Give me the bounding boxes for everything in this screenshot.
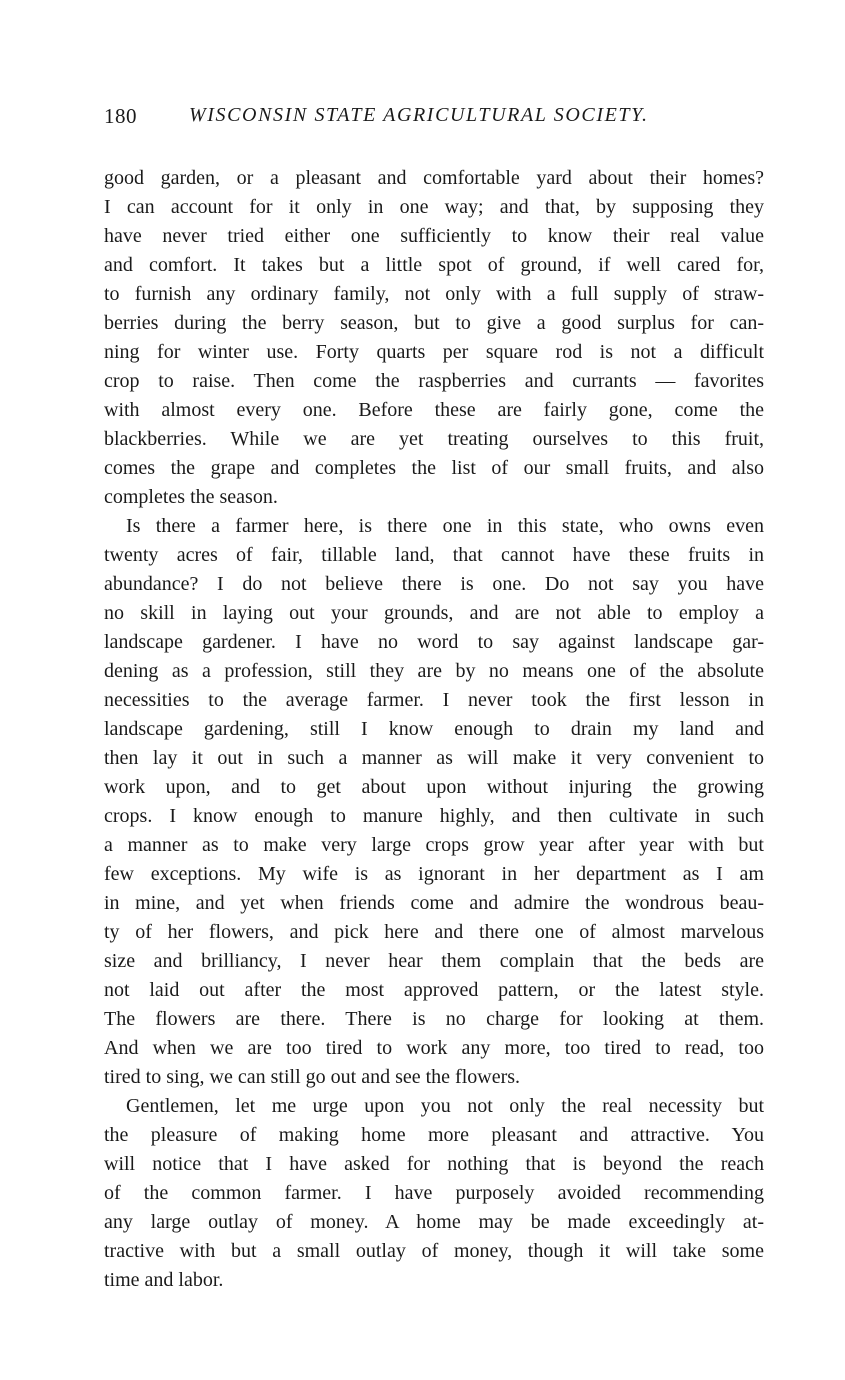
text-line: berries during the berry season, but to give a good surplus for can- xyxy=(104,312,764,334)
text-line: will notice that I have asked for nothing that is beyond the reach xyxy=(104,1153,764,1175)
page-number: 180 xyxy=(104,104,137,128)
text-line: I can account for it only in one way; and that, by supposing they xyxy=(104,196,764,218)
running-head xyxy=(104,104,764,134)
text-line: Gentlemen, let me urge upon you not only the real necessity but xyxy=(126,1095,764,1117)
text-line: have never tried either one sufficiently to know their real value xyxy=(104,225,764,247)
text-line: the pleasure of making home more pleasant and attractive. You xyxy=(104,1124,764,1146)
text-line: crops. I know enough to manure highly, and then cultivate in such xyxy=(104,805,764,827)
text-line: completes the season. xyxy=(104,486,278,508)
text-line: And when we are too tired to work any more, too tired to read, too xyxy=(104,1037,764,1059)
text-line: ning for winter use. Forty quarts per square rod is not a difficult xyxy=(104,341,764,363)
text-line: landscape gardener. I have no word to say against landscape gar- xyxy=(104,631,764,653)
text-line: then lay it out in such a manner as will make it very convenient to xyxy=(104,747,764,769)
text-line: any large outlay of money. A home may be made exceedingly at- xyxy=(104,1211,764,1233)
text-line: a manner as to make very large crops grow year after year with but xyxy=(104,834,764,856)
text-line: of the common farmer. I have purposely avoided recommending xyxy=(104,1182,764,1204)
text-line: tired to sing, we can still go out and see the flowers. xyxy=(104,1066,521,1088)
text-line: blackberries. While we are yet treating ourselves to this fruit, xyxy=(104,428,764,450)
paragraph xyxy=(104,1092,764,1295)
text-line: dening as a profession, still they are by no means one of the absolute xyxy=(104,660,764,682)
paragraph xyxy=(104,164,764,512)
paragraph xyxy=(104,512,764,1092)
text-line: ty of her flowers, and pick here and there one of almost marvelous xyxy=(104,921,764,943)
text-line: few exceptions. My wife is as ignorant in her department as I am xyxy=(104,863,764,885)
text-line: in mine, and yet when friends come and admire the wondrous beau- xyxy=(104,892,764,914)
text-line: landscape gardening, still I know enough to drain my land and xyxy=(104,718,764,740)
text-line: The flowers are there. There is no charge for looking at them. xyxy=(104,1008,764,1030)
text-line: crop to raise. Then come the raspberries and currants — favorites xyxy=(104,370,764,392)
text-line: time and labor. xyxy=(104,1269,224,1291)
text-line: Is there a farmer here, is there one in this state, who owns even xyxy=(126,515,764,537)
text-line: no skill in laying out your grounds, and are not able to employ a xyxy=(104,602,764,624)
text-line: with almost every one. Before these are fairly gone, come the xyxy=(104,399,764,421)
text-line: and comfort. It takes but a little spot of ground, if well cared for, xyxy=(104,254,764,276)
text-line: to furnish any ordinary family, not only with a full supply of straw- xyxy=(104,283,764,305)
text-line: abundance? I do not believe there is one. Do not say you have xyxy=(104,573,764,595)
text-line: twenty acres of fair, tillable land, that cannot have these fruits in xyxy=(104,544,764,566)
text-line: comes the grape and completes the list of our small fruits, and also xyxy=(104,457,764,479)
running-title: WISCONSIN STATE AGRICULTURAL SOCIETY. xyxy=(189,104,649,126)
text-line: work upon, and to get about upon without injuring the growing xyxy=(104,776,764,798)
text-line: size and brilliancy, I never hear them complain that the beds are xyxy=(104,950,764,972)
body-text xyxy=(104,164,764,1295)
text-line: necessities to the average farmer. I never took the first lesson in xyxy=(104,689,764,711)
text-line: good garden, or a pleasant and comfortable yard about their homes? xyxy=(104,167,764,189)
text-line: tractive with but a small outlay of money, though it will take some xyxy=(104,1240,764,1262)
text-line: not laid out after the most approved pattern, or the latest style. xyxy=(104,979,764,1001)
